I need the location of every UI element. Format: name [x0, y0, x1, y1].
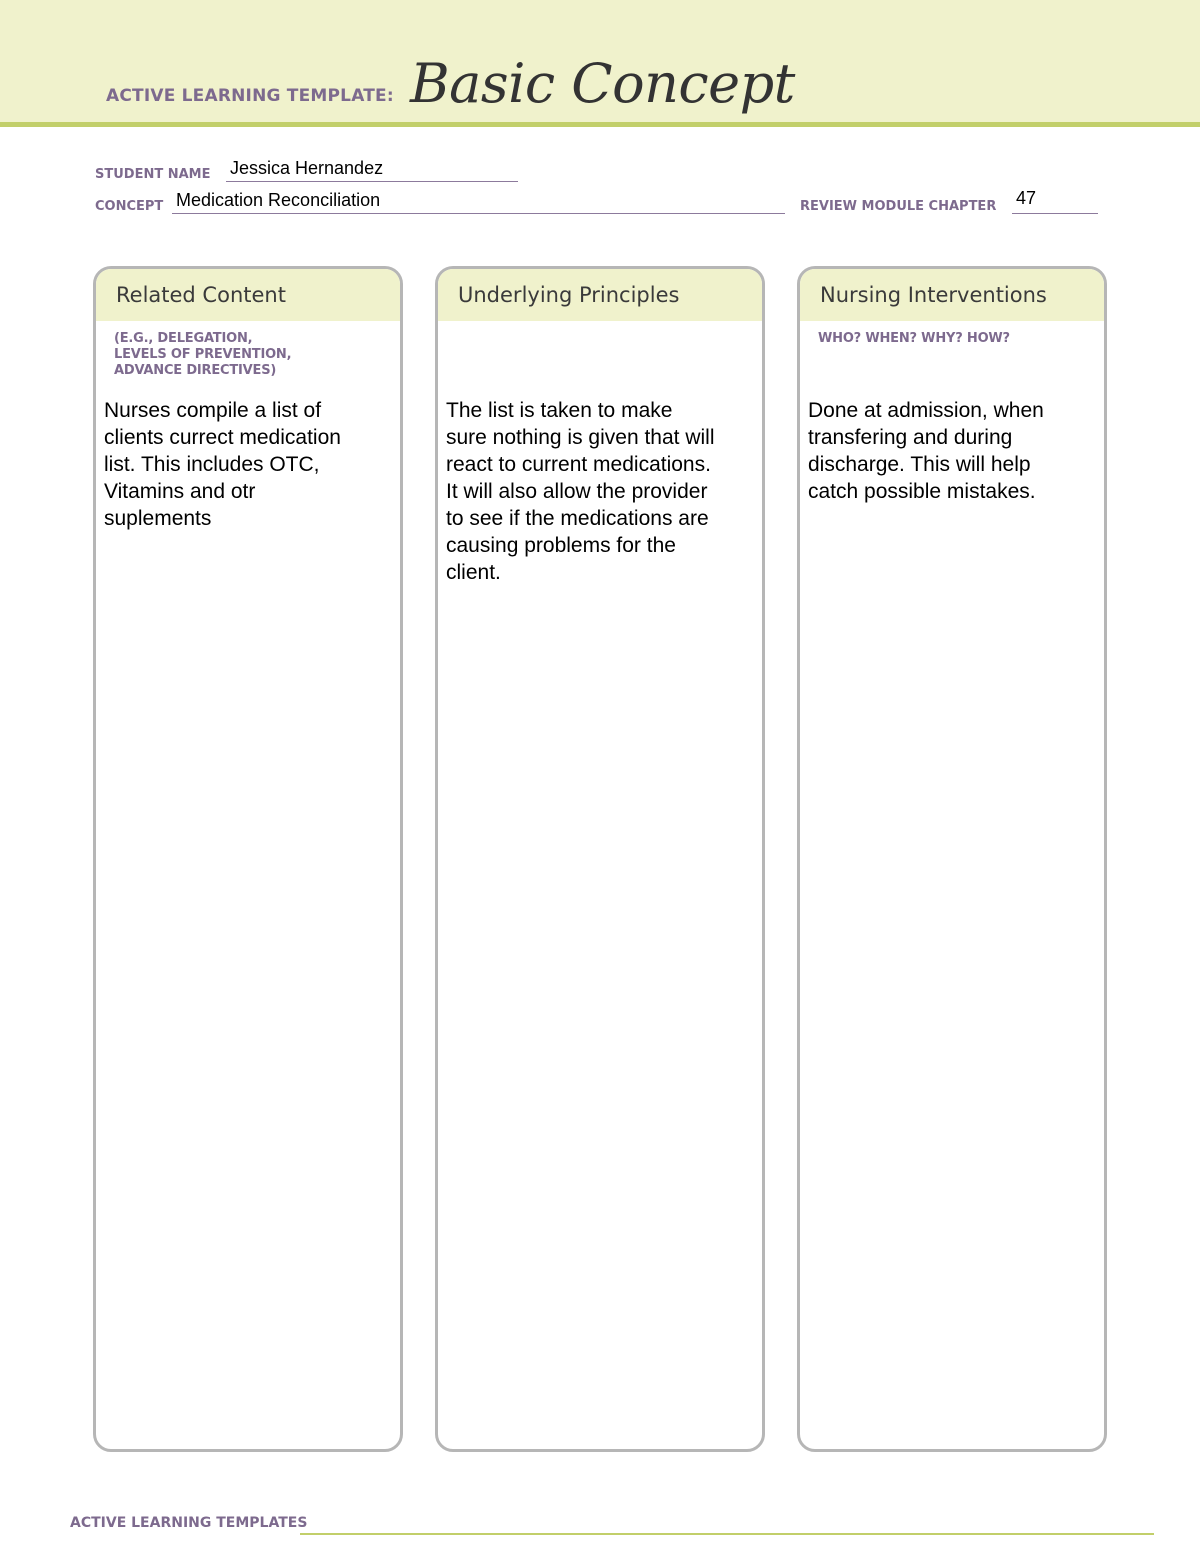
- panel-subheading: WHO? WHEN? WHY? HOW?: [818, 331, 1010, 346]
- panel-heading: Underlying Principles: [438, 269, 762, 321]
- panel-body-text[interactable]: Nurses compile a list of clients currect medication list. This includes OTC, Vitamins and otr suplements: [104, 399, 341, 530]
- panel-body-text[interactable]: Done at admission, when transfering and during discharge. This will help catch possible mistakes.: [808, 399, 1044, 503]
- student-name-line: [226, 181, 518, 182]
- page-title: Basic Concept: [410, 52, 795, 115]
- panel-subheading: [438, 321, 762, 331]
- header-rule: [0, 122, 1200, 127]
- chapter-label: REVIEW MODULE CHAPTER: [800, 199, 997, 214]
- panel-heading: Nursing Interventions: [800, 269, 1104, 321]
- footer-label: ACTIVE LEARNING TEMPLATES: [70, 1515, 308, 1531]
- concept-line: [172, 213, 785, 214]
- template-label: ACTIVE LEARNING TEMPLATE:: [106, 86, 394, 106]
- chapter-line: [1012, 213, 1098, 214]
- student-name-label: STUDENT NAME: [95, 167, 211, 182]
- panel-underlying-principles: [435, 266, 765, 1452]
- concept-value[interactable]: Medication Reconciliation: [176, 190, 381, 210]
- panel-subheading: (E.G., DELEGATION, LEVELS OF PREVENTION, ADVANCE DIRECTIVES): [114, 331, 292, 378]
- concept-label: CONCEPT: [95, 199, 164, 214]
- chapter-value[interactable]: 47: [1016, 188, 1037, 208]
- panel-related-content: [93, 266, 403, 1452]
- footer-rule: [300, 1533, 1154, 1535]
- student-name-value[interactable]: Jessica Hernandez: [230, 158, 384, 178]
- panel-body-text[interactable]: The list is taken to make sure nothing is given that will react to current medications. It will also allow the provider to see if the medications are causing problems for the client.: [446, 399, 715, 584]
- panel-nursing-interventions: [797, 266, 1107, 1452]
- panel-heading: Related Content: [96, 269, 400, 321]
